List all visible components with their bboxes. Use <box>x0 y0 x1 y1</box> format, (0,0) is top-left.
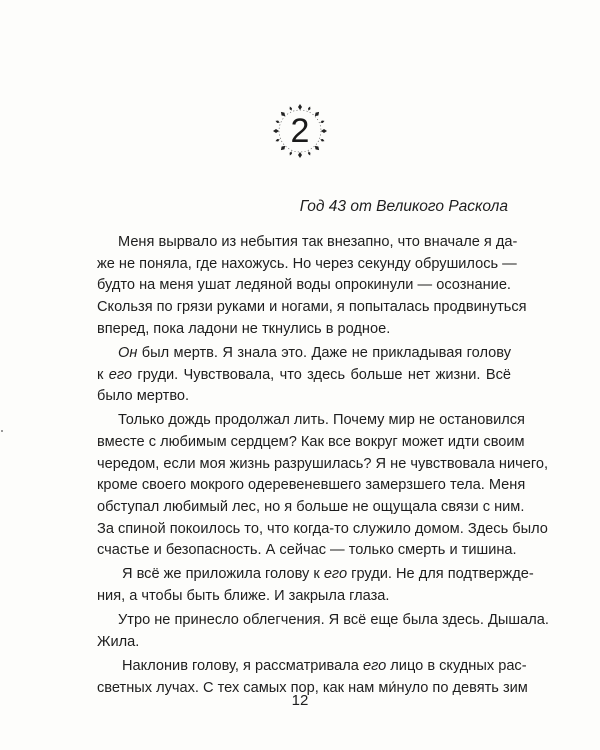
text-line: вперед, пока ладони не ткнулись в родное. <box>97 320 391 337</box>
text-line <box>97 343 511 365</box>
text-line: Скользя по грязи руками и ногами, я попыталась продвинуться <box>97 299 527 316</box>
text-line <box>97 656 527 678</box>
chapter-number: 2 <box>290 112 310 150</box>
text-line: Утро не принесло облегчения. Я всё еще была здесь. Дышала. <box>118 612 549 629</box>
emphasis: его <box>323 566 348 583</box>
text-line: чередом, если моя жизнь разрушилась? Я не чувствовала ничего, <box>97 455 549 472</box>
text-line: же не поняла, где нахожусь. Но через секунду обрушилось — <box>97 255 517 272</box>
text-span: Я всё же приложила голову к <box>122 566 324 583</box>
text-line: вместе с любимым сердцем? Как все вокруг может идти своим <box>97 433 525 450</box>
text-span: к <box>97 366 109 383</box>
text-line: будто на меня ушат ледяной воды опрокинули — осознание. <box>97 277 511 294</box>
chapter-dateline: Год 43 от Великого Раскола <box>299 198 508 215</box>
text-line: Меня вырвало из небытия так внезапно, что вначале я да- <box>118 234 518 250</box>
scan-speck <box>1 430 3 432</box>
text-line <box>97 564 534 586</box>
emphasis: его <box>362 658 387 675</box>
text-span: груди. Не для подтвержде- <box>347 566 534 583</box>
text-line: светных лучах. С тех самых пор, как нам ми́нуло по девять зим <box>97 679 528 696</box>
text-line: счастье и безопасность. А сейчас — только смерть и тишина. <box>97 542 517 559</box>
text-line: обступал любимый лес, но я больше не ощущала связи с ним. <box>97 499 525 516</box>
emphasis: Он <box>118 344 138 361</box>
text-span: был мертв. Я знала это. Даже не прикладывая голову <box>137 344 511 361</box>
chapter-emblem <box>272 103 328 159</box>
text-line: было мертво. <box>97 388 190 405</box>
emphasis: его <box>108 366 133 383</box>
text-line: ния, а чтобы быть ближе. И закрыла глаза. <box>97 588 390 605</box>
text-line: Только дождь продолжал лить. Почему мир не остановился <box>118 412 525 429</box>
text-line: За спиной покоилось то, что когда-то служило домом. Здесь было <box>97 520 548 537</box>
text-line <box>97 365 511 387</box>
text-span: груди. Чувствовала, что здесь больше нет жизни. Всё <box>132 366 511 383</box>
text-line: Жила. <box>97 633 140 650</box>
text-span: лицо в скудных рас- <box>386 658 527 675</box>
text-span: Наклонив голову, я рассматривала <box>122 658 363 675</box>
body-text <box>97 232 549 699</box>
text-line: кроме своего мокрого одеревеневшего замерзшего тела. Меня <box>97 477 526 494</box>
page-number: 12 <box>291 692 309 709</box>
